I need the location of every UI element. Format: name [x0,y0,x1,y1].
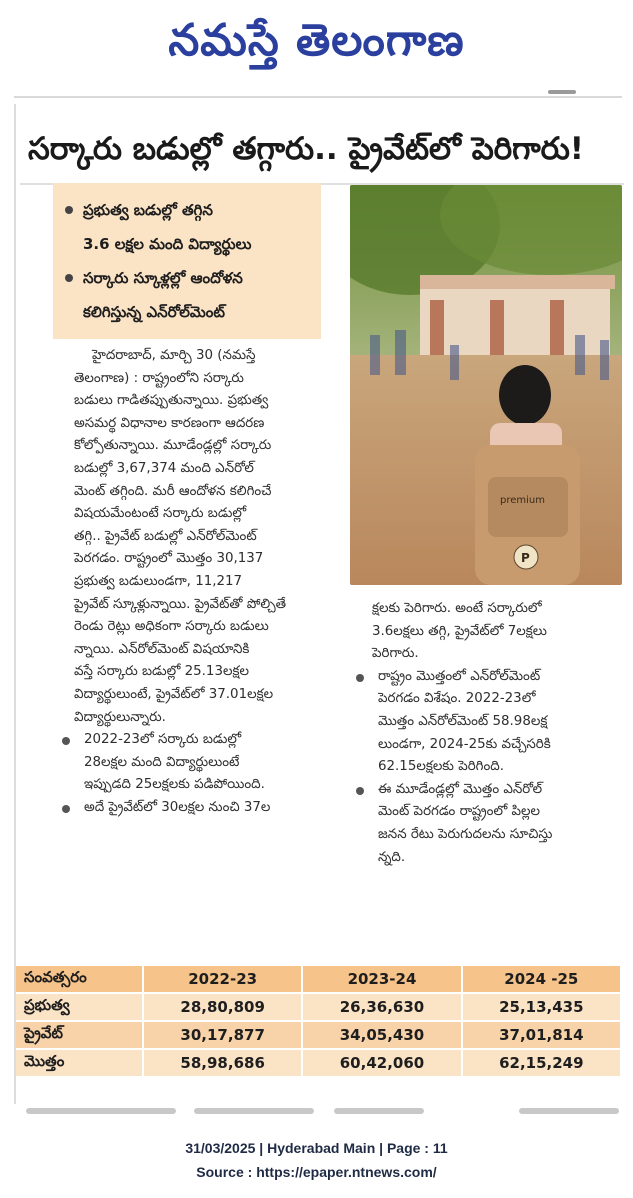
body-line: కోల్పోతున్నాయి. మూడేండ్లల్లో సర్కారు [74,438,272,454]
body-line: అసమర్థ విధానాల కారణంగా ఆదరణ [74,415,265,431]
footer-source-line: Source : https://epaper.ntnews.com/ [196,1164,437,1180]
bullet-line: మొత్తం ఎన్‌రోల్‌మెంట్ 58.98లక్ష [378,713,548,729]
bullet-line: 28లక్షల మంది విద్యార్థులుంటే [84,754,240,770]
row-label: మొత్తం [16,1049,143,1077]
table-cell: 60,42,060 [302,1049,461,1077]
table-row [16,1049,621,1077]
body-line: మెంట్ తగ్గింది. మరీ ఆందోళన కలిగించే [74,483,272,499]
bullet-icon [356,787,364,795]
article-photo [350,185,622,585]
bullet-icon [62,737,70,745]
bullet-item [350,666,622,779]
highlight-line: సర్కారు స్కూళ్లల్లో ఆందోళన [83,269,243,287]
body-line: వస్తే సర్కారు బడుల్లో 25.13లక్షల [74,664,249,680]
article-body-left [56,345,342,819]
bullet-line: అదే ప్రైవేట్‌లో 30లక్షల నుంచి 37ల [84,799,271,815]
body-line: తగ్గి.. ప్రైవేట్ బడుల్లో ఎన్‌రోల్‌మెంట్ [74,528,257,544]
body-line: విషయమేంటంటే సర్కారు బడుల్లో [74,506,247,522]
masthead-logo: నమస్తే తెలంగాణ [168,15,465,66]
bullet-line: 2022-23లో సర్కారు బడుల్లో [84,732,242,748]
bullet-icon [65,206,73,214]
table-header-row [16,966,621,993]
highlights-box [53,183,321,339]
bullet-line: మెంట్ పెరగడం రాష్ట్రంలో పిల్లల [378,804,541,820]
row-label: ప్రభుత్వ [16,993,143,1021]
bullet-icon [62,805,70,813]
left-bullets [56,729,342,819]
table-cell: 26,36,630 [302,993,461,1021]
footer-date-line: 31/03/2025 | Hyderabad Main | Page : 11 [185,1140,448,1156]
enrollment-table [16,966,622,1078]
body-line: పెరిగారు. [372,646,419,662]
body-line: బడుల్లో 3,67,374 మంది ఎన్‌రోల్ [74,460,254,476]
page-footer [0,1136,633,1184]
body-line: ప్రైవేట్ స్కూళ్లున్నాయి. ప్రైవేట్‌తో పోల్చితే [74,596,287,612]
bullet-line: లుండగా, 2024-25కు వచ్చేసరికి [378,736,551,752]
bullet-line: న్నది. [378,849,406,865]
article-headline: సర్కారు బడుల్లో తగ్గారు.. ప్రైవేట్‌లో పెరిగారు! [28,131,584,167]
body-line: బడులు గాడితప్పుతున్నాయి. ప్రభుత్వ [74,393,269,409]
body-line: విద్యార్థులున్నారు. [74,709,166,725]
bullet-line: రాష్ట్రం మొత్తంలో ఎన్‌రోల్‌మెంట్ [378,668,541,684]
body-line: విద్యార్థులుంటే, ప్రైవేట్‌లో 37.01లక్షల [74,686,274,702]
bullet-item [56,729,342,797]
body-line: ప్రభుత్వ బడులుండగా, 11,217 [74,573,243,589]
bullet-line: 62.15లక్షలకు పెరిగింది. [378,759,504,775]
highlight-item [65,261,313,329]
highlight-line: కలిగిస్తున్న ఎన్‌రోల్‌మెంట్ [83,303,225,321]
bullet-line: ఇప్పుడది 25లక్షలకు పడిపోయింది. [84,777,265,793]
column-header: 2022-23 [143,966,302,993]
top-mark [548,90,576,94]
svg-text:P: P [521,551,530,565]
highlight-line: 3.6 లక్షల మంది విద్యార్థులు [83,235,252,253]
bullet-item [350,779,622,869]
table-cell: 30,17,877 [143,1021,302,1049]
body-line: న్నాయి. ఎన్‌రోల్‌మెంట్ విషయానికి [74,641,250,657]
body-line: 3.6లక్షలు తగ్గి, ప్రైవేట్‌లో 7లక్షలు [372,623,547,639]
table-cell: 25,13,435 [462,993,621,1021]
column-header: 2023-24 [302,966,461,993]
table-row [16,1021,621,1049]
bullet-icon [356,674,364,682]
bullet-line: పెరగడం విశేషం. 2022-23లో [378,691,536,707]
bullet-item [56,797,342,820]
body-line: హైదరాబాద్, మార్చి 30 (నమస్తే [92,348,256,363]
body-line: రెండు రెట్లు అధికంగా సర్కారు బడులు [74,619,269,635]
body-paragraph [56,345,342,729]
body-line: పెరగడం. రాష్ట్రంలో మొత్తం 30,137 [74,551,264,567]
bullet-line: ఈ మూడేండ్లల్లో మొత్తం ఎన్‌రోల్ [378,781,543,797]
table-cell: 58,98,686 [143,1049,302,1077]
table-cell: 34,05,430 [302,1021,461,1049]
column-header: సంవత్సరం [16,966,143,993]
body-line: క్షలకు పెరిగారు. అంటే సర్కారులో [372,601,542,616]
cut-off-next-headline [14,1104,622,1118]
schoolgirl-photo [350,185,622,585]
column-header: 2024 -25 [462,966,621,993]
table-cell: 37,01,814 [462,1021,621,1049]
svg-text:premium: premium [500,495,545,506]
article-body-right [350,598,622,869]
highlight-item [65,193,313,261]
top-divider [14,96,622,98]
highlight-line: ప్రభుత్వ బడుల్లో తగ్గిన [83,201,213,219]
table-row [16,993,621,1021]
table-cell: 62,15,249 [462,1049,621,1077]
row-label: ప్రైవేట్ [16,1021,143,1049]
bullet-icon [65,274,73,282]
bullet-line: జనన రేటు పెరుగుదలను సూచిస్తు [378,826,553,842]
continuation-text [350,598,622,666]
table-cell: 28,80,809 [143,993,302,1021]
body-line: తెలంగాణ) : రాష్ట్రంలోని సర్కారు [74,370,244,386]
